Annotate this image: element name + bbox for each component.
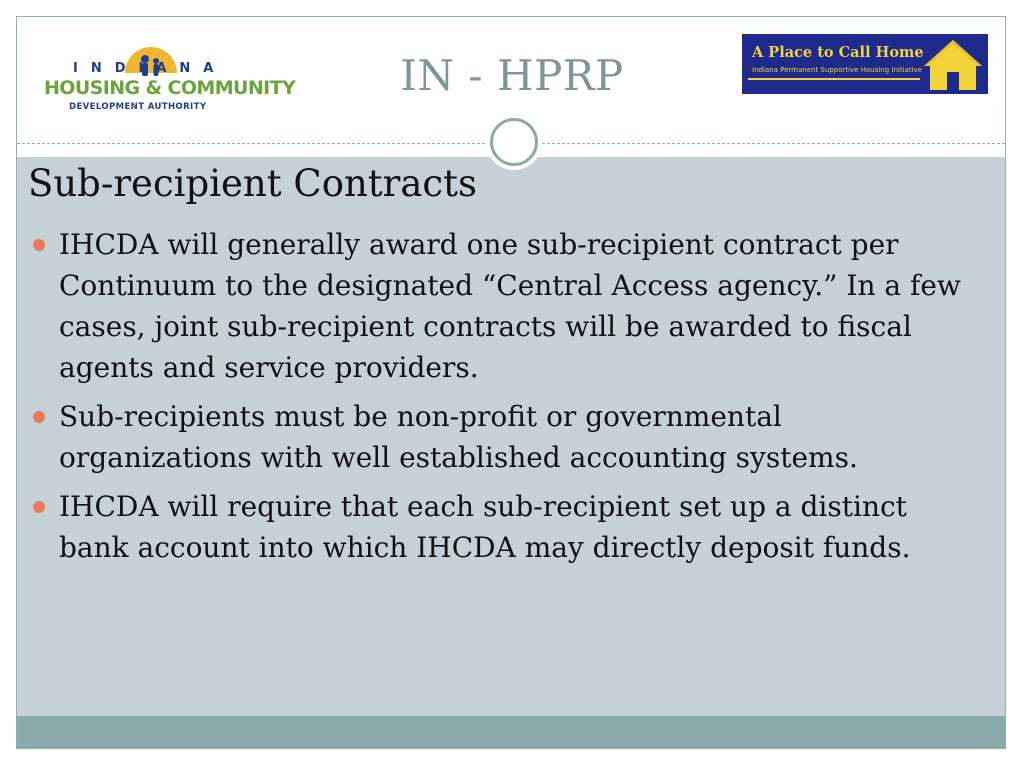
- bullet-dot-icon: [33, 501, 45, 513]
- place-to-call-home-logo: [742, 34, 988, 94]
- bullet-text: IHCDA will require that each sub-recipient set up a distinct bank account into which IHCDA may directly deposit funds.: [59, 490, 911, 564]
- footer-bar: [17, 716, 1005, 749]
- house-icon: [922, 36, 984, 92]
- bullet-text: IHCDA will generally award one sub-recipient contract per Continuum to the designated “Central Access agency.” In a few cases, joint sub-recipient contracts will be awarded to fiscal agents and service providers.: [59, 228, 961, 384]
- bullet-dot-icon: [33, 239, 45, 251]
- circle-ornament-icon: [486, 114, 542, 170]
- slide-title: IN - HPRP: [400, 51, 624, 100]
- home-logo-rule: [748, 78, 920, 80]
- bullet-dot-icon: [33, 411, 45, 423]
- logo-indiana-text: INDIANA: [73, 61, 227, 76]
- logo-housing-text: HOUSING & COMMUNITY: [44, 77, 296, 99]
- bullet-list: [28, 224, 968, 576]
- home-logo-subtitle: Indiana Permanent Supportive Housing Initiative: [752, 66, 922, 74]
- section-heading: Sub-recipient Contracts: [28, 162, 477, 205]
- bullet-item: [28, 396, 968, 478]
- ihcda-logo: [43, 29, 296, 119]
- bullet-text: Sub-recipients must be non-profit or governmental organizations with well established accounting systems.: [59, 400, 858, 474]
- home-logo-title: A Place to Call Home: [752, 44, 924, 61]
- logo-authority-text: DEVELOPMENT AUTHORITY: [69, 102, 207, 112]
- bullet-item: [28, 486, 968, 568]
- bullet-item: [28, 224, 968, 388]
